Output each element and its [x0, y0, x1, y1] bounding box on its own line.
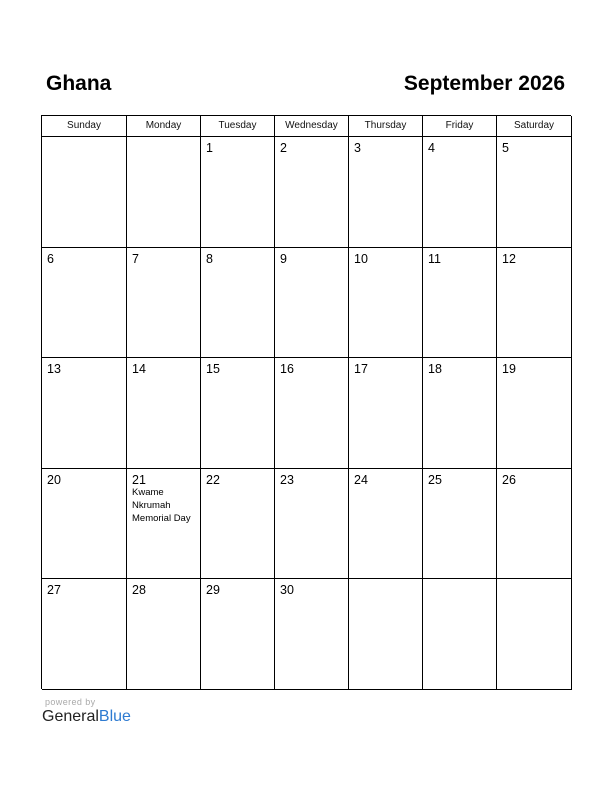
month-year-title: September 2026	[403, 72, 565, 95]
day-number: 8	[206, 251, 213, 266]
day-number: 18	[428, 362, 442, 377]
day-cell	[42, 358, 127, 469]
day-number: 12	[502, 251, 516, 266]
day-cell	[349, 137, 423, 248]
day-cell	[423, 248, 497, 359]
day-cell	[349, 469, 423, 580]
country-title: Ghana	[46, 72, 112, 95]
day-number: 28	[132, 583, 146, 598]
day-cell	[201, 358, 275, 469]
weekday-header: Friday	[423, 116, 497, 137]
day-cell	[201, 469, 275, 580]
day-number: 4	[428, 141, 435, 155]
day-cell	[201, 579, 275, 690]
weekday-header: Saturday	[497, 116, 572, 137]
day-number: 29	[206, 583, 220, 598]
brand-blue-text: Blue	[98, 708, 131, 725]
day-number: 24	[354, 472, 368, 487]
day-number: 1	[206, 141, 213, 155]
day-cell	[497, 358, 572, 469]
day-cell	[497, 579, 572, 690]
day-cell	[497, 137, 572, 248]
day-number: 27	[47, 583, 61, 598]
day-cell	[42, 469, 127, 580]
day-cell	[201, 137, 275, 248]
day-cell	[497, 469, 572, 580]
day-cell	[349, 579, 423, 690]
day-cell	[275, 137, 349, 248]
day-cell	[349, 248, 423, 359]
day-number: 9	[280, 251, 287, 266]
day-cell	[275, 579, 349, 690]
day-number: 17	[354, 362, 368, 377]
day-number: 14	[132, 362, 146, 377]
weekday-header: Sunday	[42, 116, 127, 137]
day-cell	[423, 137, 497, 248]
day-number: 2	[280, 141, 287, 155]
day-cell	[423, 469, 497, 580]
day-number: 13	[47, 362, 61, 377]
day-cell	[127, 137, 201, 248]
day-number: 30	[280, 583, 294, 598]
brand-general-text: General	[42, 708, 99, 725]
day-number: 21	[132, 472, 146, 487]
day-cell	[275, 358, 349, 469]
day-number: 15	[206, 362, 220, 377]
weekday-header: Tuesday	[201, 116, 275, 137]
powered-by-text: powered by	[45, 697, 96, 707]
day-cell	[127, 579, 201, 690]
day-cell	[127, 469, 201, 580]
day-number: 22	[206, 472, 220, 487]
weekday-header: Thursday	[349, 116, 423, 137]
day-cell	[275, 248, 349, 359]
day-number: 26	[502, 472, 516, 487]
day-cell	[127, 358, 201, 469]
brand-logo[interactable]	[42, 707, 131, 727]
day-number: 5	[502, 141, 509, 155]
day-cell	[127, 248, 201, 359]
day-number: 19	[502, 362, 516, 377]
day-number: 7	[132, 251, 139, 266]
day-number: 20	[47, 472, 61, 487]
day-cell	[42, 137, 127, 248]
day-number: 6	[47, 251, 54, 266]
day-cell	[423, 579, 497, 690]
day-cell	[349, 358, 423, 469]
day-number: 11	[428, 251, 441, 266]
day-number: 23	[280, 472, 294, 487]
weekday-header: Monday	[127, 116, 201, 137]
day-cell	[275, 469, 349, 580]
day-number: 10	[354, 251, 368, 266]
day-cell	[201, 248, 275, 359]
day-cell	[42, 248, 127, 359]
calendar-grid	[41, 115, 571, 689]
holiday-label: Kwame Nkrumah Memorial Day	[132, 486, 191, 525]
day-number: 25	[428, 472, 442, 487]
day-cell	[42, 579, 127, 690]
day-number: 16	[280, 362, 294, 377]
day-number: 3	[354, 141, 361, 155]
day-cell	[423, 358, 497, 469]
day-cell	[497, 248, 572, 359]
weekday-header: Wednesday	[275, 116, 349, 137]
